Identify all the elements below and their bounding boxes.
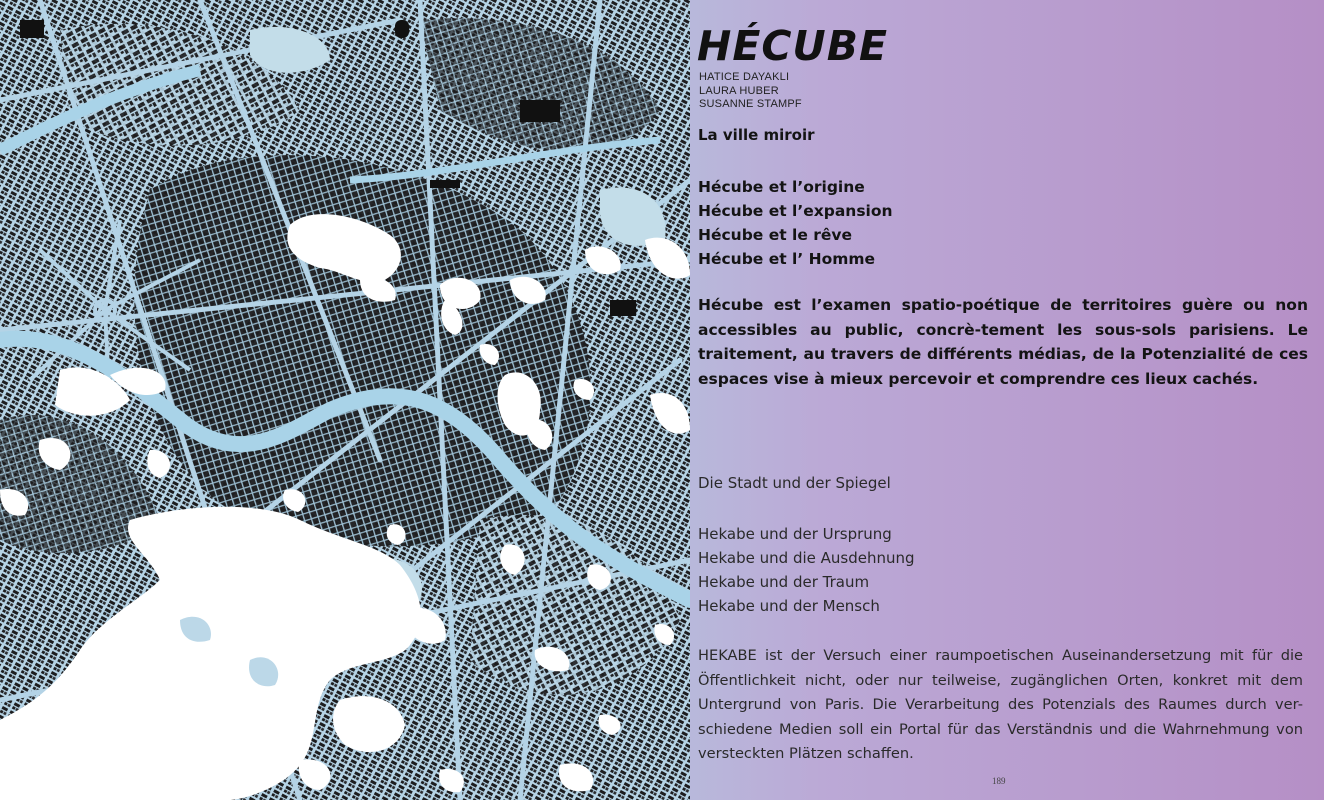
author-name: HATICE DAYAKLI bbox=[699, 71, 790, 83]
german-chapter-item: Hekabe und der Traum bbox=[698, 573, 870, 591]
french-chapter-item: Hécube et l’origine bbox=[698, 178, 865, 196]
author-list bbox=[699, 71, 802, 112]
author-name: LAURA HUBER bbox=[699, 84, 779, 97]
german-chapter-item: Hekabe und der Mensch bbox=[698, 597, 880, 615]
german-description: HEKABE ist der Versuch einer raumpoetischen Auseinandersetzung mit für die Öffentlichkeit nicht, oder nur teilweise, zugänglichen Orten, konkret mit dem Untergrund von Paris. Die Verarbeitung des Potenzials des Raumes durch ver-schiedene Medien soll ein Portal für das Verständnis und die Wahrnehmung von versteckten Plätzen schaffen. bbox=[698, 647, 1303, 762]
page-number: 189 bbox=[992, 776, 1006, 786]
german-chapter-item: Hekabe und der Ursprung bbox=[698, 525, 892, 543]
project-title: HÉCUBE bbox=[697, 22, 888, 70]
author-name: SUSANNE STAMPF bbox=[699, 98, 802, 110]
french-description: Hécube est l’examen spatio-poétique de territoires guère ou non accessibles au public, concrè-tement les sous-sols parisiens. Le traitement, au travers de différents médias, de la Potenzialité de ces espaces vise à mieux percevoir et comprendre ces lieux cachés. bbox=[698, 296, 1308, 388]
french-chapter-item: Hécube et le rêve bbox=[698, 226, 853, 244]
german-chapter-item: Hekabe und die Ausdehnung bbox=[698, 549, 915, 567]
german-subtitle: Die Stadt und der Spiegel bbox=[698, 474, 891, 492]
french-chapter-item: Hécube et l’ Homme bbox=[698, 250, 876, 268]
french-subtitle: La ville miroir bbox=[698, 126, 815, 144]
french-chapter-item: Hécube et l’expansion bbox=[698, 202, 893, 220]
german-chapter-list bbox=[698, 522, 915, 618]
french-chapter-list bbox=[698, 175, 893, 271]
